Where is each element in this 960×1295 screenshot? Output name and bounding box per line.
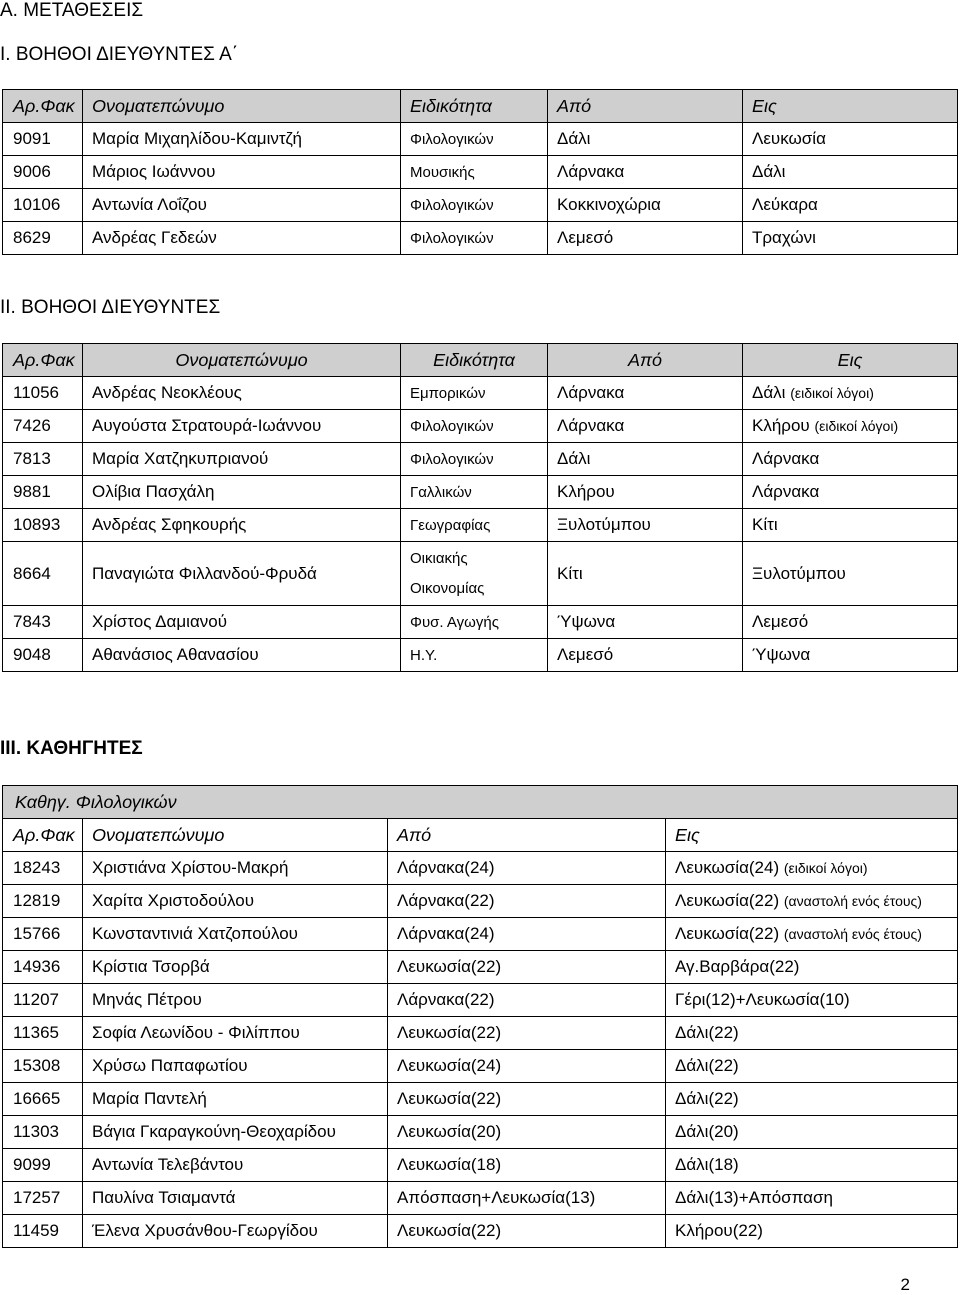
table-sub1 [2,89,958,255]
cell-id: 9048 [3,639,83,672]
cell-from: Λάρνακα(22) [388,984,666,1017]
cell-from: Λεμεσό [548,639,743,672]
table-row [3,542,958,606]
table-row [3,377,958,410]
cell-name: Μαρία Μιχαηλίδου-Καμιντζή [83,123,401,156]
cell-to: Ξυλοτύμπου [743,542,958,606]
table-header [3,344,958,377]
table-sub3 [2,785,958,1248]
col-header-to: Εις [743,90,958,123]
cell-spec: Η.Υ. [401,639,548,672]
cell-name: Χριστιάνα Χρίστου-Μακρή [83,852,388,885]
cell-from: Λάρνακα(24) [388,918,666,951]
cell-to: Δάλι(22) [666,1017,958,1050]
cell-from: Λάρνακα(22) [388,885,666,918]
cell-to: Λάρνακα [743,476,958,509]
cell-id: 11459 [3,1215,83,1248]
cell-from: Λευκωσία(20) [388,1116,666,1149]
cell-id: 15308 [3,1050,83,1083]
cell-id: 10106 [3,189,83,222]
cell-to: Κίτι [743,509,958,542]
table-row [3,156,958,189]
cell-from: Απόσπαση+Λευκωσία(13) [388,1182,666,1215]
table-row [3,1182,958,1215]
cell-id: 12819 [3,885,83,918]
cell-spec: Φιλολογικών [401,123,548,156]
cell-name: Ανδρέας Σφηκουρής [83,509,401,542]
cell-to: Τραχώνι [743,222,958,255]
cell-spec-line2: Οικονομίας [410,579,485,597]
cell-name: Μάριος Ιωάννου [83,156,401,189]
cell-to: Δάλι [743,156,958,189]
cell-to: Ύψωνα [743,639,958,672]
table-header [3,90,958,123]
cell-name: Χρύσω Παπαφωτίου [83,1050,388,1083]
cell-id: 9881 [3,476,83,509]
cell-id: 14936 [3,951,83,984]
cell-from: Ξυλοτύμπου [548,509,743,542]
cell-id: 7813 [3,443,83,476]
cell-name: Κρίστια Τσορβά [83,951,388,984]
cell-spec: Γαλλικών [401,476,548,509]
page-number: 2 [900,1275,910,1294]
cell-id: 8664 [3,542,83,606]
cell-name: Μαρία Χατζηκυπριανού [83,443,401,476]
cell-from: Κοκκινοχώρια [548,189,743,222]
cell-to: Αγ.Βαρβάρα(22) [666,951,958,984]
cell-id: 11303 [3,1116,83,1149]
category-label: Καθηγ. Φιλολογικών [3,786,958,819]
cell-from: Λάρνακα(24) [388,852,666,885]
table-row [3,1149,958,1182]
cell-to [743,410,958,443]
cell-name: Βάγια Γκαραγκούνη-Θεοχαρίδου [83,1116,388,1149]
cell-from: Λευκωσία(18) [388,1149,666,1182]
table-row [3,1017,958,1050]
cell-name: Αντωνία Τελεβάντου [83,1149,388,1182]
cell-from: Λευκωσία(22) [388,1083,666,1116]
cell-name: Αυγούστα Στρατουρά-Ιωάννου [83,410,401,443]
table-row [3,1050,958,1083]
sub2-heading: ΙΙ. ΒΟΗΘΟΙ ΔΙΕΥΘΥΝΤΕΣ [0,297,221,318]
section-a-heading: Α. ΜΕΤΑΘΕΣΕΙΣ [0,0,144,21]
cell-to-value: Κλήρου [752,416,810,435]
col-header-from: Από [388,819,666,852]
table-row [3,476,958,509]
cell-spec: Φιλολογικών [401,410,548,443]
cell-to: Γέρι(12)+Λευκωσία(10) [666,984,958,1017]
col-header-name: Ονοματεπώνυμο [83,90,401,123]
cell-id: 10893 [3,509,83,542]
cell-from: Λάρνακα [548,410,743,443]
cell-spec: Μουσικής [401,156,548,189]
cell-spec: Φιλολογικών [401,222,548,255]
cell-from: Λευκωσία(22) [388,1017,666,1050]
cell-to: Δάλι(18) [666,1149,958,1182]
col-header-from: Από [548,344,743,377]
cell-to: Λευκωσία [743,123,958,156]
cell-name: Παυλίνα Τσιαμαντά [83,1182,388,1215]
cell-from: Κλήρου [548,476,743,509]
cell-id: 11365 [3,1017,83,1050]
cell-note: (ειδικοί λόγοι) [790,385,874,401]
cell-to-value: Δάλι [752,383,786,402]
cell-name: Ανδρέας Νεοκλέους [83,377,401,410]
cell-to: Δάλι(22) [666,1083,958,1116]
cell-spec: Εμπορικών [401,377,548,410]
cell-spec: Γεωγραφίας [401,509,548,542]
table-row [3,189,958,222]
table-row [3,443,958,476]
col-header-spec: Ειδικότητα [401,344,548,377]
cell-to: Λάρνακα [743,443,958,476]
cell-spec [401,542,548,606]
cell-to-value: Λευκωσία(24) [675,858,780,877]
cell-spec: Φιλολογικών [401,189,548,222]
cell-from: Λευκωσία(22) [388,1215,666,1248]
col-header-id: Αρ.Φακ [3,90,83,123]
table-row [3,918,958,951]
cell-to [666,885,958,918]
cell-name: Έλενα Χρυσάνθου-Γεωργίδου [83,1215,388,1248]
category-row [3,786,958,819]
cell-name: Σοφία Λεωνίδου - Φιλίππου [83,1017,388,1050]
table-row [3,951,958,984]
table-row [3,639,958,672]
cell-to: Λεμεσό [743,606,958,639]
cell-name: Αντωνία Λοΐζου [83,189,401,222]
col-header-from: Από [548,90,743,123]
cell-spec: Φιλολογικών [401,443,548,476]
cell-note: (ειδικοί λόγοι) [783,860,868,876]
cell-from: Λευκωσία(24) [388,1050,666,1083]
cell-name: Αθανάσιος Αθανασίου [83,639,401,672]
cell-spec-line1: Οικιακής [410,549,468,567]
cell-note: (ειδικοί λόγοι) [814,418,899,434]
cell-from: Δάλι [548,443,743,476]
cell-note: (αναστολή ενός έτους) [783,893,922,909]
table-header [3,819,958,852]
cell-to [666,918,958,951]
sub1-heading: Ι. ΒΟΗΘΟΙ ΔΙΕΥΘΥΝΤΕΣ Α΄ [0,44,239,65]
table-row [3,885,958,918]
cell-id: 9091 [3,123,83,156]
cell-to [743,377,958,410]
cell-from: Λάρνακα [548,377,743,410]
table-row [3,1215,958,1248]
cell-id: 7843 [3,606,83,639]
cell-id: 11056 [3,377,83,410]
cell-name: Μηνάς Πέτρου [83,984,388,1017]
cell-from: Κίτι [548,542,743,606]
table-row [3,509,958,542]
cell-to: Δάλι(22) [666,1050,958,1083]
cell-name: Ανδρέας Γεδεών [83,222,401,255]
cell-id: 7426 [3,410,83,443]
table-sub2 [2,343,958,672]
cell-to-value: Λευκωσία(22) [675,924,780,943]
table-row [3,1116,958,1149]
table-row [3,606,958,639]
cell-to: Δάλι(13)+Απόσπαση [666,1182,958,1215]
cell-id: 9006 [3,156,83,189]
cell-spec: Φυσ. Αγωγής [401,606,548,639]
cell-id: 15766 [3,918,83,951]
cell-id: 18243 [3,852,83,885]
cell-name: Χαρίτα Χριστοδούλου [83,885,388,918]
cell-to-value: Λευκωσία(22) [675,891,780,910]
cell-from: Λεμεσό [548,222,743,255]
col-header-name: Ονοματεπώνυμο [83,819,388,852]
col-header-id: Αρ.Φακ [3,819,83,852]
table-row [3,410,958,443]
cell-name: Χρίστος Δαμιανού [83,606,401,639]
cell-note: (αναστολή ενός έτους) [783,926,922,942]
col-header-spec: Ειδικότητα [401,90,548,123]
cell-from: Δάλι [548,123,743,156]
cell-to: Λεύκαρα [743,189,958,222]
sub3-heading: ΙΙΙ. ΚΑΘΗΓΗΤΕΣ [0,738,143,759]
cell-to: Κλήρου(22) [666,1215,958,1248]
cell-id: 8629 [3,222,83,255]
cell-name: Παναγιώτα Φιλλανδού-Φρυδά [83,542,401,606]
cell-from: Λάρνακα [548,156,743,189]
cell-name: Μαρία Παντελή [83,1083,388,1116]
col-header-to: Εις [743,344,958,377]
cell-from: Ύψωνα [548,606,743,639]
table-row [3,222,958,255]
cell-id: 9099 [3,1149,83,1182]
cell-name: Ολίβια Πασχάλη [83,476,401,509]
cell-to: Δάλι(20) [666,1116,958,1149]
cell-id: 17257 [3,1182,83,1215]
table-row [3,984,958,1017]
cell-id: 11207 [3,984,83,1017]
col-header-to: Εις [666,819,958,852]
cell-to [666,852,958,885]
table-row [3,1083,958,1116]
cell-from: Λευκωσία(22) [388,951,666,984]
cell-id: 16665 [3,1083,83,1116]
col-header-id: Αρ.Φακ [3,344,83,377]
table-row [3,123,958,156]
table-row [3,852,958,885]
col-header-name: Ονοματεπώνυμο [83,344,401,377]
cell-name: Κωνσταντινιά Χατζοπούλου [83,918,388,951]
